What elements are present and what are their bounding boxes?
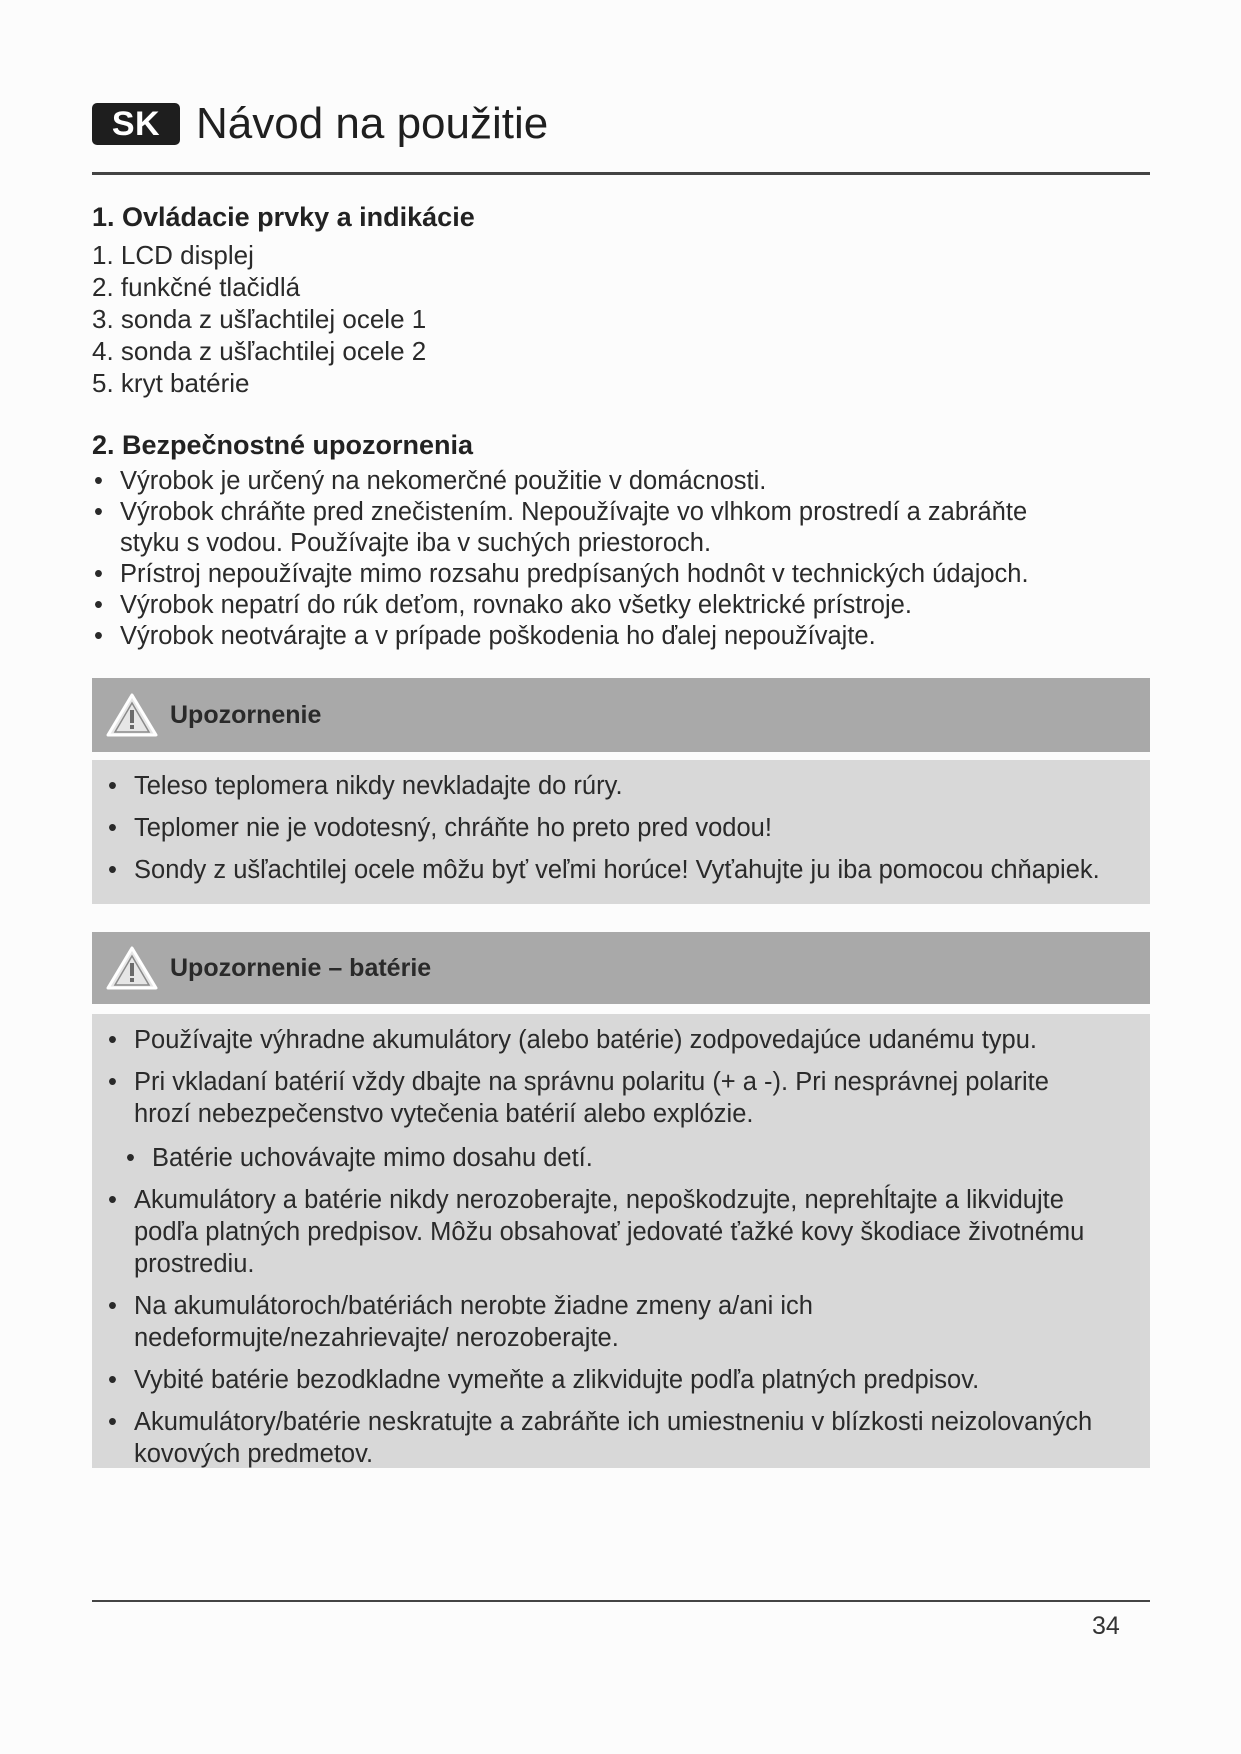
bullet-glyph: •	[108, 814, 117, 842]
warning-list	[108, 770, 1120, 886]
warning-triangle-icon	[106, 692, 158, 738]
bullet-glyph: •	[94, 591, 103, 619]
list-item: • Výrobok nepatrí do rúk deťom, rovnako ako všetky elektrické prístroje.	[94, 591, 912, 619]
safety-section	[92, 430, 1150, 652]
list-item: • Sondy z ušľachtilej ocele môžu byť veľmi horúce! Vyťahujte ju iba pomocou chňapiek.	[108, 856, 1100, 884]
battery-warning-body	[92, 1014, 1150, 1468]
list-item: 1. LCD displej	[92, 240, 254, 270]
page-number: 34	[1092, 1612, 1120, 1640]
list-item: • Vybité batérie bezodkladne vymeňte a zlikvidujte podľa platných predpisov.	[108, 1366, 980, 1394]
warning-label: Upozornenie	[170, 700, 322, 729]
bullet-glyph: •	[94, 560, 103, 588]
bullet-glyph: •	[108, 1366, 117, 1394]
bullet-glyph: •	[108, 772, 117, 800]
list-item: • Pri vkladaní batérií vždy dbajte na správnu polaritu (+ a -). Pri nesprávnej polarite hrozí nebezpečenstvo vytečenia batérií alebo explózie.	[108, 1068, 1049, 1128]
controls-section	[92, 202, 1150, 399]
bullet-glyph: •	[108, 1068, 117, 1096]
bullet-glyph: •	[108, 1408, 117, 1436]
header-divider	[92, 172, 1150, 175]
bullet-glyph: •	[108, 1292, 117, 1320]
list-item: • Prístroj nepoužívajte mimo rozsahu predpísaných hodnôt v technických údajoch.	[94, 560, 1029, 588]
bullet-glyph: •	[108, 856, 117, 884]
bullet-glyph: •	[108, 1186, 117, 1214]
list-item: • Teleso teplomera nikdy nevkladajte do rúry.	[108, 772, 623, 800]
list-item: • Na akumulátoroch/batériách nerobte žiadne zmeny a/ani ich nedeformujte/nezahrievajte/ nerozoberajte.	[108, 1292, 813, 1352]
list-item: • Výrobok neotvárajte a v prípade poškodenia ho ďalej nepoužívajte.	[94, 622, 876, 650]
battery-warning-list	[108, 1024, 1108, 1470]
footer-divider	[92, 1600, 1150, 1602]
bullet-glyph: •	[108, 1026, 117, 1054]
controls-list	[92, 239, 1150, 399]
language-badge: SK	[92, 103, 180, 145]
safety-list	[92, 466, 1092, 652]
list-item: 2. funkčné tlačidlá	[92, 272, 301, 302]
warning-body	[92, 760, 1150, 904]
bullet-glyph: •	[126, 1144, 135, 1172]
page-header	[92, 99, 549, 148]
list-item: • Batérie uchovávajte mimo dosahu detí.	[126, 1144, 593, 1172]
list-item: • Akumulátory/batérie neskratujte a zabráňte ich umiestneniu v blízkosti neizolovaných kovových predmetov.	[108, 1408, 1093, 1468]
page-title: Návod na použitie	[196, 99, 549, 148]
list-item: 3. sonda z ušľachtilej ocele 1	[92, 304, 427, 334]
bullet-glyph: •	[94, 467, 103, 495]
list-item: • Teplomer nie je vodotesný, chráňte ho preto pred vodou!	[108, 814, 772, 842]
list-item: 5. kryt batérie	[92, 368, 250, 398]
list-item: 4. sonda z ušľachtilej ocele 2	[92, 336, 427, 366]
list-item: • Výrobok chráňte pred znečistením. Nepoužívajte vo vlhkom prostredí a zabráňte styku s vodou. Používajte iba v suchých priestoroch.	[94, 498, 1028, 557]
list-item: • Výrobok je určený na nekomerčné použitie v domácnosti.	[94, 467, 767, 495]
safety-heading: 2. Bezpečnostné upozornenia	[92, 430, 474, 460]
controls-heading: 1. Ovládacie prvky a indikácie	[92, 202, 475, 232]
warning-triangle-icon	[106, 945, 158, 991]
warning-header	[92, 678, 1150, 752]
bullet-glyph: •	[94, 622, 103, 650]
battery-warning-label: Upozornenie – batérie	[170, 953, 432, 982]
list-item: • Akumulátory a batérie nikdy nerozoberajte, nepoškodzujte, neprehĺtajte a likvidujte podľa platných predpisov. Môžu obsahovať jedovaté ťažké kovy škodiace životnému prostrediu.	[108, 1186, 1085, 1278]
battery-warning-header	[92, 932, 1150, 1004]
list-item: • Používajte výhradne akumulátory (alebo batérie) zodpovedajúce udanému typu.	[108, 1026, 1037, 1054]
bullet-glyph: •	[94, 498, 103, 526]
